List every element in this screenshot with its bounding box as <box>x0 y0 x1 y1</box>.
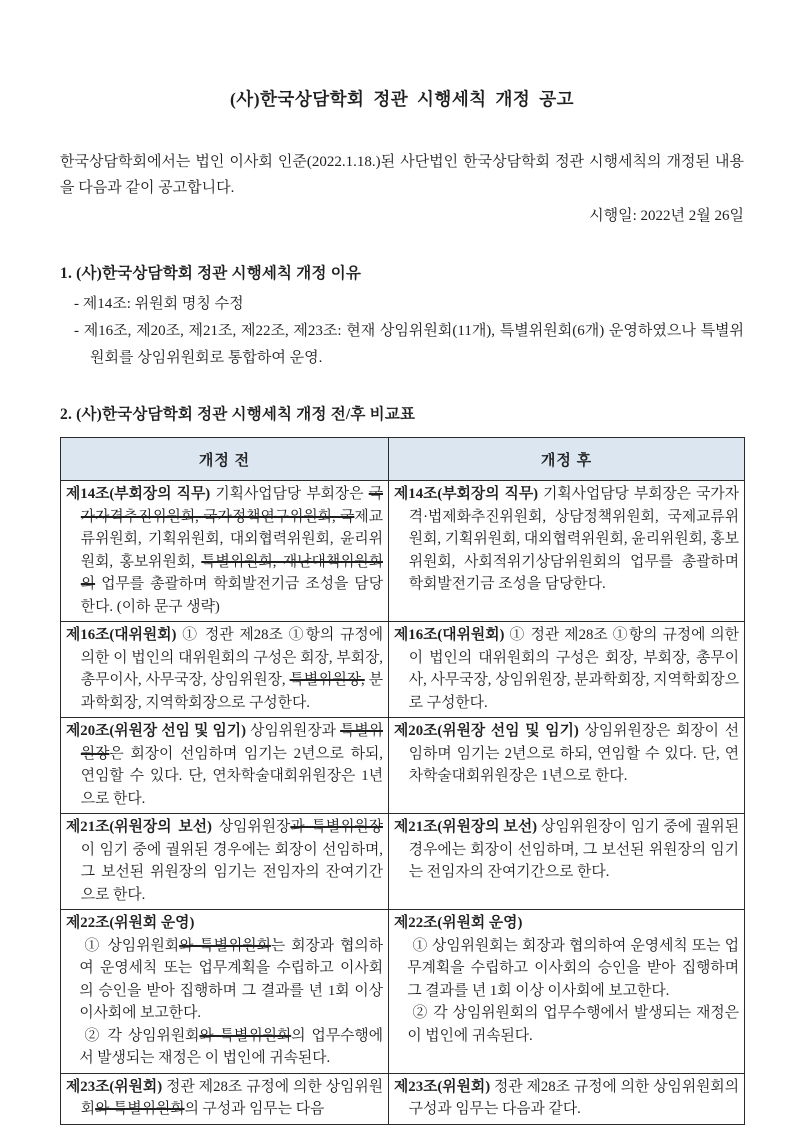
table-row-제23조 <box>61 1073 745 1124</box>
table-row-제14조 <box>61 481 745 622</box>
table-cell-before: 제20조(위원장 선임 및 임기) 상임위원장과 특별위원장은 회장이 선임하며 임기는 2년으로 하되, 연임할 수 있다. 단, 연차학술대회위원장은 1년으로 한다. <box>61 718 389 814</box>
reason-item-2: - 제16조, 제20조, 제21조, 제22조, 제23조: 현재 상임위원회(11개), 특별위원회(6개) 운영하였으나 특별위원회를 상임위원회로 통합하여 운영. <box>74 323 744 366</box>
table-cell-after: 제20조(위원장 선임 및 임기) 상임위원장은 회장이 선임하며 임기는 2년으로 하되, 연임할 수 있다. 단, 연차학술대회위원장은 1년으로 한다. <box>389 718 745 814</box>
reason-list <box>74 291 744 372</box>
table-cell-after: 제22조(위원회 운영) ① 상임위원회는 회장과 협의하여 운영세칙 또는 업무계획을 수립하고 이사회의 승인을 받아 집행하며 그 결과를 년 1회 이상 이사회에 보고한다. ② 각 상임위원회의 업무수행에서 발생되는 재정은 이 법인에 귀속된다. <box>389 910 745 1074</box>
table-header-after: 개정 후 <box>389 438 745 481</box>
table-cell-before: 제23조(위원회) 정관 제28조 규정에 의한 상임위원회와 특별위원회의 구성과 임무는 다음 <box>61 1073 389 1124</box>
table-cell-after: 제14조(부회장의 직무) 기획사업담당 부회장은 국가자격·법제화추진위원회, 상담정책위원회, 국제교류위원회, 기획위원회, 대외협력위원회, 윤리위원회, 홍보위원회, 사회적위기상담위원회의 업무를 총괄하며 학회발전기금 조성을 담당한다. <box>389 481 745 622</box>
table-row-제16조 <box>61 622 745 718</box>
table-cell-after: 제23조(위원회) 정관 제28조 규정에 의한 상임위원회의 구성과 임무는 다음과 같다. <box>389 1073 745 1124</box>
table-cell-after: 제16조(대위원회) ① 정관 제28조 ①항의 규정에 의한 이 법인의 대위원회의 구성은 회장, 부회장, 총무이사, 사무국장, 상임위원장, 분과학회장, 지역학회장으로 구성한다. <box>389 622 745 718</box>
section-1-heading: 1. (사)한국상담학회 정관 시행세칙 개정 이유 <box>60 265 362 282</box>
table-header-before: 개정 전 <box>61 438 389 481</box>
table-cell-before: 제14조(부회장의 직무) 기획사업담당 부회장은 국가자격추진위원회, 국가정책연구위원회, 국제교류위원회, 기획위원회, 대외협력위원회, 윤리위원회, 홍보위원회, 특별위원회, 재난대책위원회의 업무를 총괄하며 학회발전기금 조성을 담당한다. (이하 문구 생략) <box>61 481 389 622</box>
intro-paragraph: 한국상담학회에서는 법인 이사회 인준(2022.1.18.)된 사단법인 한국상담학회 정관 시행세칙의 개정된 내용을 다음과 같이 공고합니다. <box>60 154 744 196</box>
table-row-제20조 <box>61 718 745 814</box>
document-title: (사)한국상담학회 정관 시행세칙 개정 공고 <box>229 89 575 109</box>
reason-item-1: - 제14조: 위원회 명칭 수정 <box>74 296 244 312</box>
section-2-heading: 2. (사)한국상담학회 정관 시행세칙 개정 전/후 비교표 <box>60 406 416 423</box>
comparison-table <box>60 437 745 1125</box>
comparison-table-body <box>61 481 745 1125</box>
table-row-제22조 <box>61 910 745 1074</box>
table-cell-before: 제22조(위원회 운영) ① 상임위원회와 특별위원회는 회장과 협의하여 운영세칙 또는 업무계획을 수립하고 이사회의 승인을 받아 집행하며 그 결과를 년 1회 이상 이사회에 보고한다. ② 각 상임위원회와 특별위원회의 업무수행에서 발생되는 재정은 이 법인에 귀속된다. <box>61 910 389 1074</box>
table-cell-after: 제21조(위원장의 보선) 상임위원장이 임기 중에 궐위된 경우에는 회장이 선임하며, 그 보선된 위원장의 임기는 전임자의 잔여기간으로 한다. <box>389 814 745 910</box>
table-cell-before: 제16조(대위원회) ① 정관 제28조 ①항의 규정에 의한 이 법인의 대위원회의 구성은 회장, 부회장, 총무이사, 사무국장, 상임위원장, 특별위원장, 분과학회장, 지역학회장으로 구성한다. <box>61 622 389 718</box>
table-header-row <box>61 438 745 481</box>
effective-date: 시행일: 2022년 2월 26일 <box>589 208 744 224</box>
table-cell-before: 제21조(위원장의 보선) 상임위원장과 특별위원장이 임기 중에 궐위된 경우에는 회장이 선임하며, 그 보선된 위원장의 임기는 전임자의 잔여기간으로 한다. <box>61 814 389 910</box>
table-row-제21조 <box>61 814 745 910</box>
